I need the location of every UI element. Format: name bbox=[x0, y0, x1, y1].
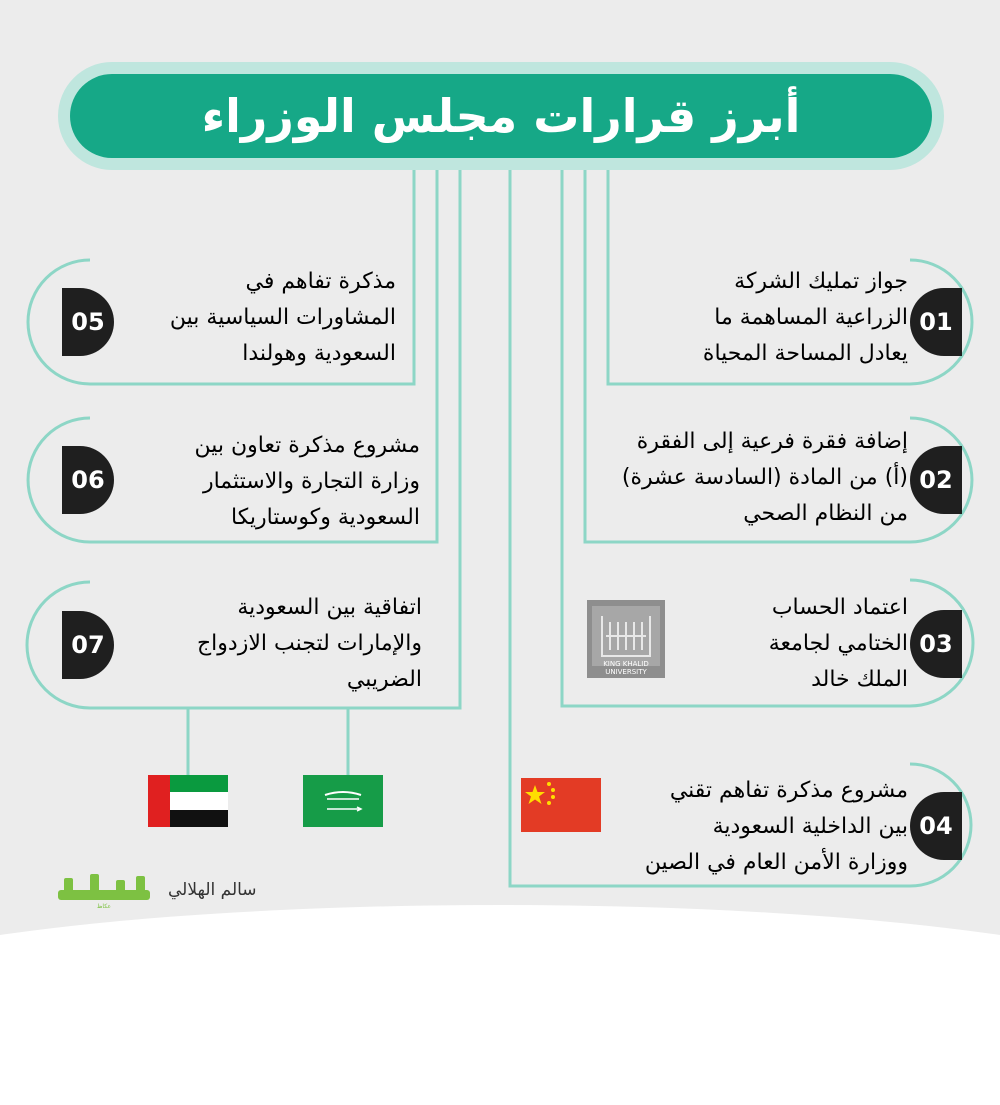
item-04-line-1: مشروع مذكرة تفاهم تقني bbox=[669, 778, 908, 803]
king-khalid-university-logo bbox=[587, 600, 665, 678]
item-02-line-1: إضافة فقرة فرعية إلى الفقرة bbox=[636, 429, 908, 454]
saudi-flag-icon bbox=[303, 775, 383, 827]
item-06-line-2: وزارة التجارة والاستثمار bbox=[202, 469, 420, 494]
item-03-badge bbox=[910, 606, 986, 682]
item-04-text bbox=[645, 773, 908, 881]
item-06-badge bbox=[38, 442, 114, 518]
item-03-number: 03 bbox=[910, 610, 962, 678]
item-02-text bbox=[622, 424, 908, 532]
item-02-line-2: (أ) من المادة (السادسة عشرة) bbox=[621, 465, 908, 490]
item-06-number: 06 bbox=[62, 446, 114, 514]
calligraphy-mark-icon bbox=[592, 606, 660, 666]
item-07-line-3: الضريبي bbox=[346, 667, 422, 692]
item-05-line-1: مذكرة تفاهم في bbox=[245, 269, 396, 294]
item-04-badge bbox=[910, 788, 986, 864]
item-01-line-3: يعادل المساحة المحياة bbox=[702, 341, 908, 366]
item-03-text bbox=[769, 590, 908, 698]
page-title: أبرز قرارات مجلس الوزراء bbox=[201, 89, 801, 143]
item-07-badge bbox=[38, 607, 114, 683]
uae-flag-icon bbox=[148, 775, 228, 827]
item-05-badge bbox=[38, 284, 114, 360]
china-flag-icon bbox=[521, 778, 601, 832]
item-03-line-1: اعتماد الحساب bbox=[771, 595, 908, 620]
item-01-text bbox=[703, 264, 908, 372]
item-04-line-3: ووزارة الأمن العام في الصين bbox=[644, 850, 908, 875]
logo-emblem bbox=[592, 606, 660, 666]
item-06-text bbox=[195, 428, 420, 536]
item-07-number: 07 bbox=[62, 611, 114, 679]
item-04-line-2: بين الداخلية السعودية bbox=[712, 814, 908, 839]
item-02-number: 02 bbox=[910, 446, 962, 514]
author-credit: سالم الهلالي bbox=[168, 880, 257, 900]
item-07-text bbox=[197, 590, 422, 698]
item-05-number: 05 bbox=[62, 288, 114, 356]
item-02-badge bbox=[910, 442, 986, 518]
item-03-line-3: الملك خالد bbox=[811, 667, 908, 692]
item-06-line-1: مشروع مذكرة تعاون بين bbox=[194, 433, 420, 458]
item-07-line-1: اتفاقية بين السعودية bbox=[237, 595, 422, 620]
item-01-number: 01 bbox=[910, 288, 962, 356]
item-05-text bbox=[170, 264, 396, 372]
title-banner bbox=[70, 74, 932, 158]
item-03-line-2: الختامي لجامعة bbox=[768, 631, 908, 656]
logo-caption: KING KHALID UNIVERSITY bbox=[603, 660, 649, 676]
item-02-line-3: من النظام الصحي bbox=[743, 501, 908, 526]
okaz-logo-icon bbox=[54, 872, 154, 910]
item-06-line-3: السعودية وكوستاريكا bbox=[231, 505, 420, 530]
item-04-number: 04 bbox=[910, 792, 962, 860]
item-01-line-2: الزراعية المساهمة ما bbox=[714, 305, 908, 330]
item-01-line-1: جواز تمليك الشركة bbox=[734, 269, 908, 294]
item-05-line-3: السعودية وهولندا bbox=[242, 341, 396, 366]
item-01-badge bbox=[910, 284, 986, 360]
okaz-brand-text: عكاظ bbox=[96, 903, 112, 910]
item-07-line-2: والإمارات لتجنب الازدواج bbox=[196, 631, 422, 656]
item-05-line-2: المشاورات السياسية بين bbox=[169, 305, 396, 330]
